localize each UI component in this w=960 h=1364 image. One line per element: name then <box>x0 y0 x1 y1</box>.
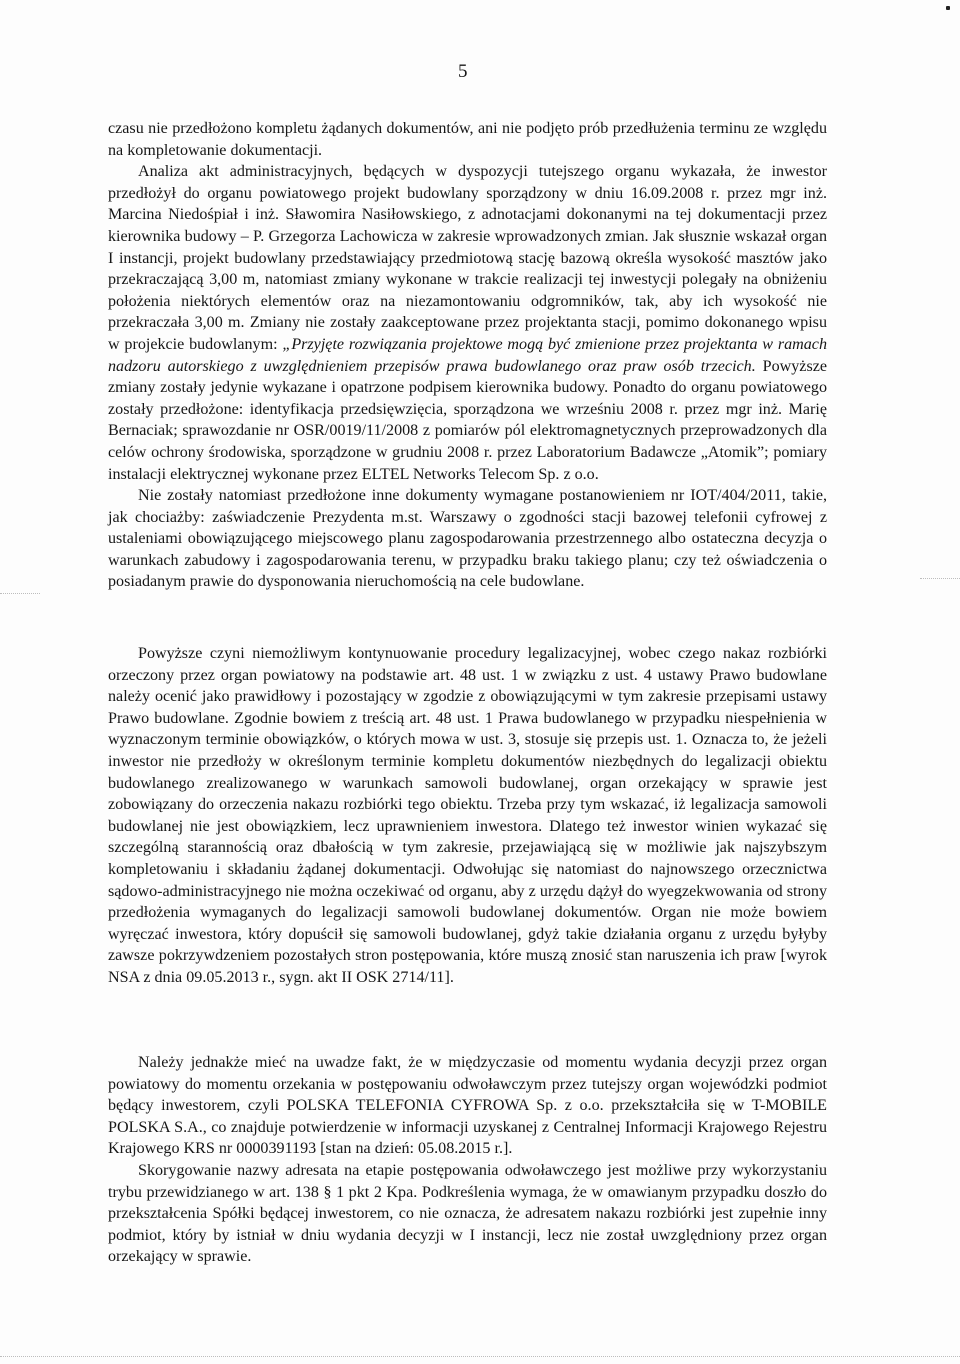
paragraph-text: Powyższe czyni niemożliwym kontynuowanie procedury legalizacyjnej, wobec czego nakaz rozbiórki orzeczony przez organ powiatowy na podstawie art. 48 ust. 1 w związku z ust. 4 ustawy Prawo budowlane należy ocenić jako prawidłowy i pozostający w zgodzie z obowiązującymi w tym zakresie przepisami ustawy Prawo budowlane. Zgodnie bowiem z treścią art. 48 ust. 1 Prawa budowlanego w przypadku niespełnienia w wyznaczonym terminie obowiązków, o których mowa w ust. 3, stosuje się przepis ust. 1. Oznacza to, że jeżeli inwestor nie przedłoży w określonym terminie kompletu dokumentów niezbędnych do legalizacji obiektu budowlanego zrealizowanego w warunkach samowoli budowlanej, organ orzekający w sprawie jest zobowiązany do orzeczenia nakazu rozbiórki tego obiektu. Trzeba przy tym wskazać, iż legalizacja samowoli budowlanej nie jest obowiązkiem, lecz uprawnieniem inwestora. Dlatego też inwestor winien wykazać się szczególną starannością oraz dbałością w tym zakresie, przejawiającą się w możliwie jak najszybszym kompletowaniu i składaniu żądanej dokumentacji. Odwołując się natomiast do najnowszego orzecznictwa sądowo-administracyjnego nie można oczekiwać od organu, aby z urzędu dążył do wyegzekwowania od strony przedłożenia wymaganych do legalizacji samowoli budowlanej dokumentów. Organ nie może bowiem wyręczać inwestora, który dopuścił się samowoli budowlanej, gdyż takie działania organu z urzędu byłyby zawsze pokrzywdzeniem pozostałych stron postępowania, które muszą znosić stan naruszenia ich praw [wyrok NSA z dnia 09.05.2013 r., sygn. akt II OSK 2714/11]. <box>108 645 827 986</box>
paragraph-text: czasu nie przedłożono kompletu żądanych dokumentów, ani nie podjęto prób przedłużenia terminu ze względu na kompletowanie dokumentacji. <box>108 120 827 159</box>
paragraph <box>108 118 827 161</box>
text-block-3 <box>108 1052 827 1268</box>
paragraph-text: Powyższe zmiany zostały jedynie wykazane i opatrzone podpisem kierownika budowy. Ponadto do organu powiatowego zostały przedłożone: identyfikacja przedsięwzięcia, sporządzona we wrześniu 2008 r. przez mgr inż. Marię Bernaciak; sprawozdanie nr OSR/0019/11/2008 z pomiarów pól elektromagnetycznych przeprowadzonych dla celów ochrony środowiska, sporządzone w grudniu 2008 r. przez Laboratorium Badawcze „Atomik”; pomiary instalacji elektrycznej wykonane przez ELTEL Networks Telecom Sp. z o.o. <box>108 357 827 483</box>
scan-line <box>920 578 960 580</box>
quoted-text: „Przyjęte rozwiązania projektowe mogą być zmienione przez projektanta w ramach nadzoru autorskiego z uwzględnieniem przepisów prawa budowlanego oraz praw osób trzecich. <box>108 335 827 375</box>
paragraph <box>108 485 827 593</box>
paragraph <box>108 161 827 485</box>
paragraph-text: Analiza akt administracyjnych, będących w dyspozycji tutejszego organu wykazała, że inwestor przedłożył do organu powiatowego projekt budowlany sporządzony w dniu 16.09.2008 r. przez mgr inż. Marcina Niedośpiał i inż. Sławomira Nasiłowskiego, z adnotacjami dokonanymi na tej dokumentacji przez kierownika budowy – P. Grzegorza Lachowicza w zakresie wprowadzonych zmian. Jak słusznie wskazał organ I instancji, projekt budowlany przedstawiający przedmiotową stację bazową określa wysokość masztów jako przekraczającą 3,00 m, natomiast zmiany wykonane w trakcie realizacji tej inwestycji polegały na obniżeniu położenia niektórych elementów oraz na niezamontowaniu odgromników, tak, aby ich wysokość nie przekraczała 3,00 m. Zmiany nie zostały zaakceptowane przez projektanta stacji, pomimo dokonanego wpisu w projekcie budowlanym: <box>108 163 827 353</box>
scan-line <box>0 593 40 595</box>
paragraph-text: Nie zostały natomiast przedłożone inne dokumenty wymagane postanowieniem nr IOT/404/2011, takie, jak chociażby: zaświadczenie Prezydenta m.st. Warszawy o zgodności stacji bazowej telefonii cyfrowej z ustaleniami obowiązującego miejscowego planu zagospodarowania przestrzennego albo ostateczna decyzja o warunkach zabudowy i zagospodarowania terenu, w przypadku braku takiego planu; czy też oświadczenia o posiadanym prawie do dysponowania nieruchomością na cele budowlane. <box>108 487 827 591</box>
paragraph <box>108 1052 827 1160</box>
text-block-2 <box>108 643 827 989</box>
text-block-1 <box>108 118 827 593</box>
paragraph <box>108 643 827 989</box>
paragraph-text: Należy jednakże mieć na uwadze fakt, że w międzyczasie od momentu wydania decyzji przez organ powiatowy do momentu orzekania w postępowaniu odwoławczym przez tutejszy organ wojewódzki podmiot będący inwestorem, czyli POLSKA TELEFONIA CYFROWA Sp. z o.o. przekształciła się w T-MOBILE POLSKA S.A., co znajduje potwierdzenie w informacji uzyskanej z Centralnej Informacji Krajowego Rejestru Krajowego KRS nr 0000391193 [stan na dzień: 05.08.2015 r.]. <box>108 1054 827 1158</box>
paragraph-text: Skorygowanie nazwy adresata na etapie postępowania odwoławczego jest możliwe przy wykorzystaniu trybu przewidzianego w art. 138 § 1 pkt 2 Kpa. Podkreślenia wymaga, że w omawianym przypadku doszło do przekształcenia Spółki będącej inwestorem, co nie oznacza, że adresatem nakazu rozbiórki jest zupełnie inny podmiot, który by istniał w dniu wydania decyzji w I instancji, lecz nie został uwzględniony przez organ orzekający w sprawie. <box>108 1161 827 1266</box>
paragraph <box>108 1160 827 1268</box>
scan-speck <box>946 6 950 10</box>
page-number: 5 <box>458 61 468 82</box>
scan-line <box>0 1356 960 1358</box>
